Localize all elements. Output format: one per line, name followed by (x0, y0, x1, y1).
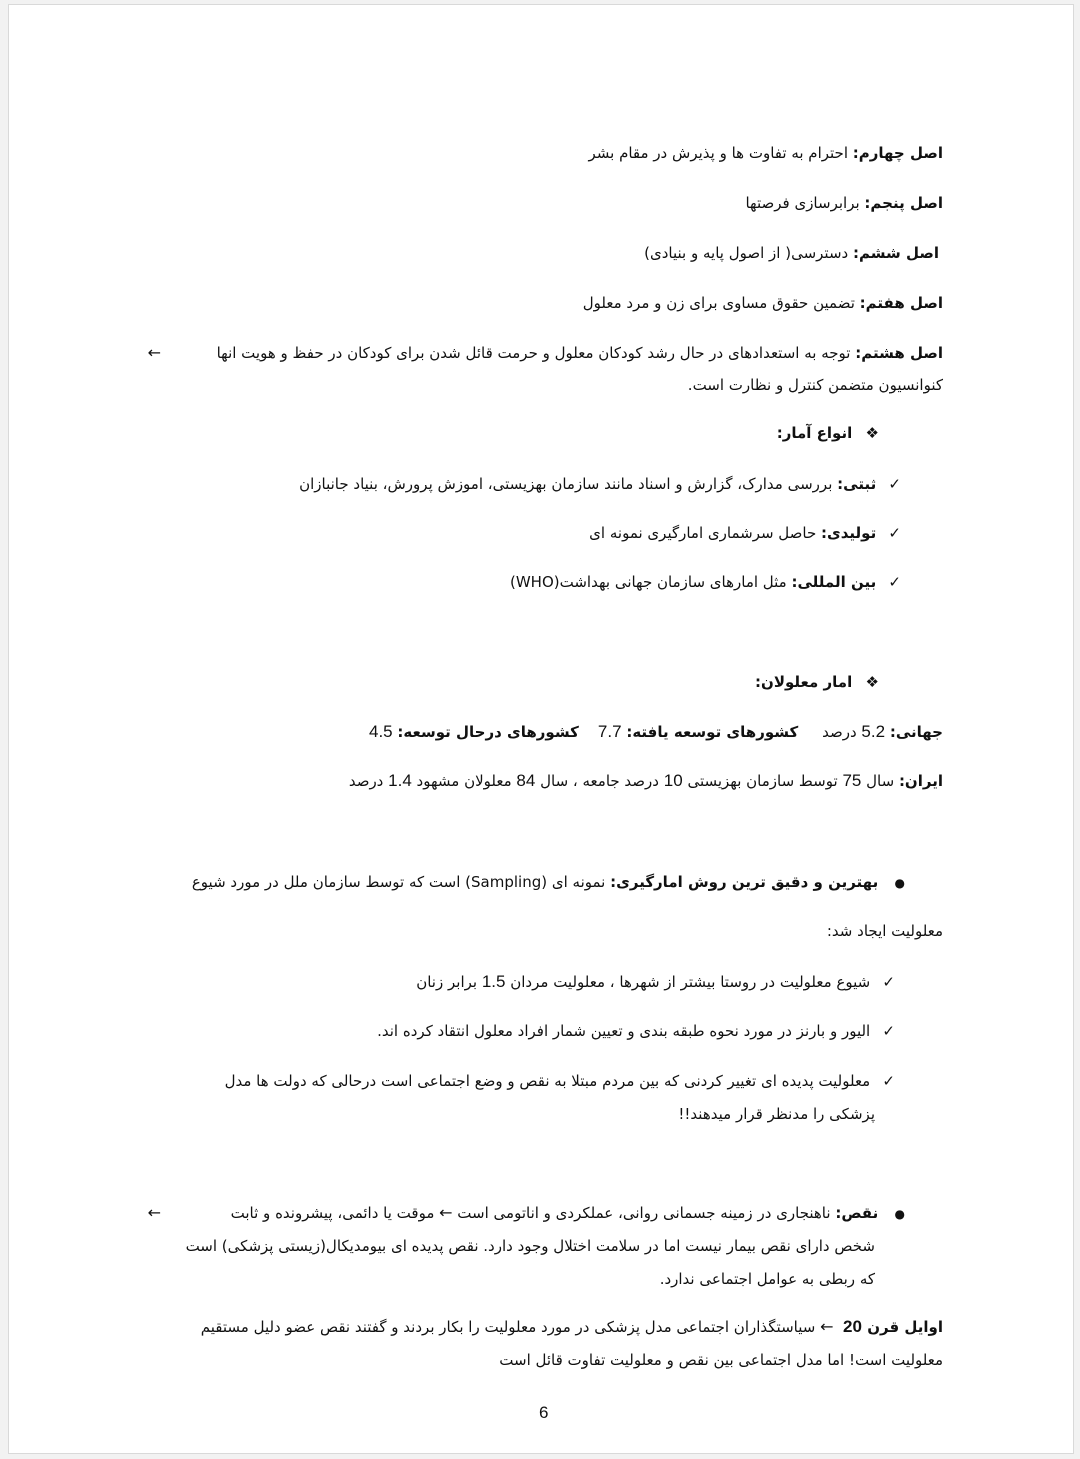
iran-number: 84 (516, 771, 536, 790)
early-20th-century (201, 1312, 943, 1342)
iran-number: 1.4 (388, 771, 412, 790)
iran-label: ایران: (898, 772, 943, 790)
iran-text: توسط سازمان بهزیستی (682, 772, 843, 790)
check-icon: ✓ (882, 1022, 895, 1040)
century-number: 20 (843, 1317, 862, 1336)
heading-text: انواع آمار: (776, 424, 853, 442)
sampling-label: بهترین و دقیق ترین روش امارگیری: (610, 873, 879, 891)
principle-text: توجه به استعدادهای در حال رشد کودکان معلول و حرمت قائل شدن برای کودکان در حفظ و هویت انها (216, 344, 856, 362)
developed-value: 7.7 (597, 722, 622, 741)
defect-text: ناهنجاری در زمینه جسمانی روانی، عملکردی و اناتومی است (452, 1204, 836, 1222)
item-text: شیوع معلولیت در روستا بیشتر از شهرها ، معلولیت مردان (505, 973, 871, 991)
principle-label: اصل هشتم: (855, 344, 943, 362)
item-number: 1.5 (481, 972, 506, 991)
principle-label: اصل ششم: (852, 244, 939, 262)
principle-label: اصل چهارم: (852, 144, 943, 162)
principle-8 (217, 338, 943, 368)
sampling-item (192, 867, 905, 898)
document-page (8, 4, 1074, 1454)
arrow-left-icon: ← (439, 1203, 453, 1222)
iran-text: درصد جامعه ، سال (535, 772, 664, 790)
sampling-check-item (225, 1066, 895, 1096)
sampling-check-item (416, 967, 895, 997)
stats-type-item (589, 518, 901, 548)
sampling-text: نمونه ای (Sampling) است که توسط سازمان ملل در مورد شیوع (191, 873, 611, 891)
item-label: ثبتی: (837, 475, 877, 493)
arrow-left-icon: ← (147, 343, 161, 362)
iran-text: درصد (348, 772, 389, 790)
check-icon: ✓ (882, 1072, 895, 1090)
item-text: حاصل سرشماری امارگیری نمونه ای (589, 524, 822, 542)
principle-6 (644, 238, 939, 268)
iran-number: 10 (663, 771, 683, 790)
early-text: سیاستگذاران اجتماعی مدل پزشکی در مورد معلولیت را بکار بردند و گفتند نقص عضو دلیل مستقیم (200, 1318, 821, 1336)
principle-8-continuation: کنوانسیون متضمن کنترل و نظارت است. (687, 376, 943, 394)
heading-text: امار معلولان: (755, 673, 853, 691)
page-number: 6 (539, 1403, 549, 1422)
diamond-bullet-icon: ❖ (865, 424, 879, 442)
check-icon: ✓ (882, 973, 895, 991)
iran-stats (349, 766, 943, 796)
item-text: معلولیت پدیده ای تغییر کردنی که بین مردم مبتلا به نقص و وضع اجتماعی است درحالی که دولت ها مدل (224, 1072, 871, 1090)
principle-label: اصل هفتم: (859, 294, 943, 312)
principle-text: احترام به تفاوت ها و پذیرش در مقام بشر (588, 144, 853, 162)
arrow-left-icon: ← (147, 1203, 161, 1222)
iran-text: معلولان مشهود (411, 772, 517, 790)
item-text: مثل امارهای سازمان جهانی بهداشت(WHO) (509, 573, 792, 591)
stats-type-item (510, 567, 901, 597)
principle-text: دسترسی( از اصول پایه و بنیادی) (644, 244, 853, 262)
early-label: اوایل قرن (861, 1318, 943, 1336)
defect-line-3: که ربطی به عوامل اجتماعی ندارد. (659, 1270, 875, 1288)
check-icon: ✓ (888, 524, 901, 542)
developed-label: کشورهای توسعه یافته: (626, 723, 799, 741)
bullet-icon: ● (894, 876, 905, 890)
item-text: برابر زنان (416, 973, 482, 991)
item-label: بین المللی: (791, 573, 877, 591)
early-20th-century-continuation: معلولیت است! اما مدل اجتماعی بین نقص و معلولیت تفاوت قائل است (499, 1351, 943, 1369)
global-label: جهانی: (889, 723, 943, 741)
check-icon: ✓ (888, 573, 901, 591)
global-stats (369, 717, 943, 747)
diamond-bullet-icon: ❖ (865, 673, 879, 691)
principle-text: برابرسازی فرصتها (745, 194, 865, 212)
stats-types-heading (777, 418, 879, 448)
defect-item (231, 1198, 905, 1229)
iran-number: 75 (842, 771, 862, 790)
defect-label: نقص: (835, 1204, 879, 1222)
defect-line-2: شخص دارای نقص بیمار نیست اما در سلامت اختلال وجود دارد. نقص پدیده ای بیومدیکال(زیستی پزشکی) است (185, 1237, 875, 1255)
disabled-stats-heading (755, 667, 879, 697)
check-icon: ✓ (888, 475, 901, 493)
stats-type-item (299, 469, 901, 499)
developing-label: کشورهای درحال توسعه: (397, 723, 579, 741)
sampling-continuation: معلولیت ایجاد شد: (826, 922, 943, 940)
principle-text: تضمین حقوق مساوی برای زن و مرد معلول (582, 294, 860, 312)
item-text: بررسی مدارک، گزارش و اسناد مانند سازمان بهزیستی، اموزش پرورش، بنیاد جانبازان (299, 475, 838, 493)
item-label: تولیدی: (821, 524, 877, 542)
defect-text: موقت یا دائمی، پیشرونده و ثابت (230, 1204, 440, 1222)
principle-4 (588, 138, 943, 168)
sampling-check-item-continuation: پزشکی را مدنظر قرار میدهند!! (678, 1105, 875, 1123)
item-text: الیور و بارنز در مورد نحوه طبقه بندی و تعیین شمار افراد معلول انتقاد کرده اند. (377, 1022, 871, 1040)
principle-label: اصل پنجم: (864, 194, 943, 212)
principle-5 (745, 188, 943, 218)
unit-text: درصد (822, 723, 857, 741)
principle-7 (583, 288, 943, 318)
iran-text: سال (861, 772, 899, 790)
global-value: 5.2 (861, 722, 886, 741)
arrow-left-icon: ← (820, 1317, 834, 1336)
bullet-icon: ● (894, 1207, 905, 1221)
sampling-check-item (377, 1016, 895, 1046)
developing-value: 4.5 (369, 722, 393, 741)
